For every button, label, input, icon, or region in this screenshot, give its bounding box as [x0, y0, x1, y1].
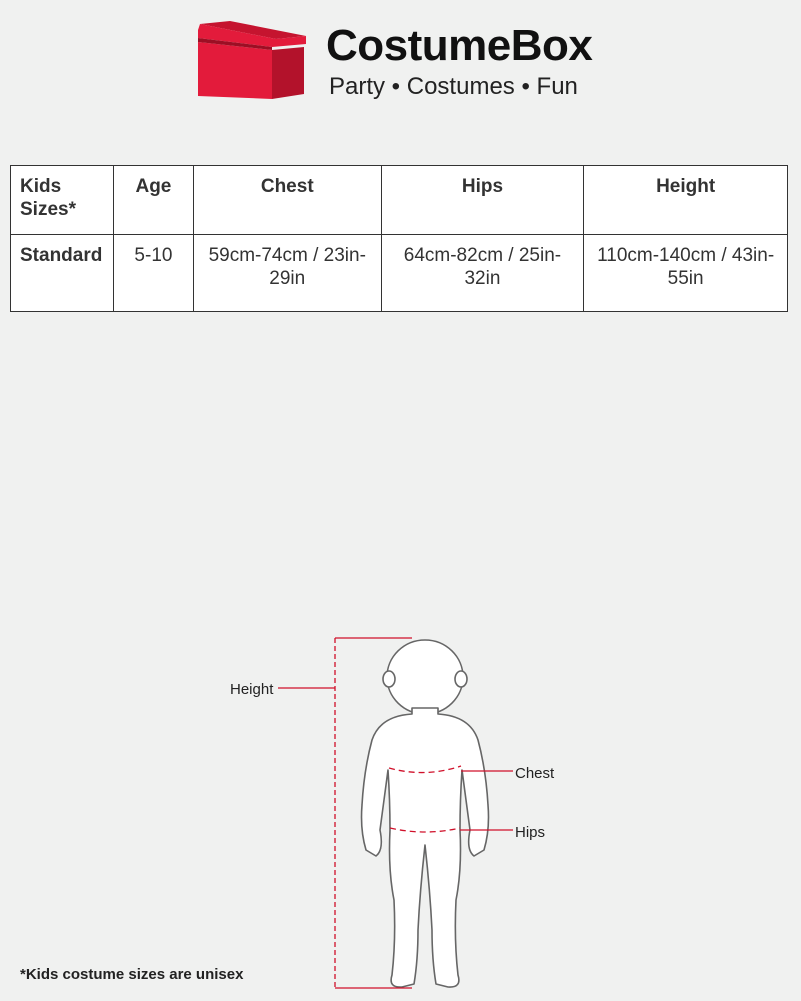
box-icon [196, 20, 308, 102]
header-height: Height [584, 166, 788, 235]
header-age: Age [113, 166, 193, 235]
cell-size-name: Standard [11, 235, 114, 312]
chest-label: Chest [515, 765, 555, 782]
table-row [11, 235, 788, 312]
hips-label: Hips [515, 824, 546, 841]
brand-name: CostumeBox [326, 21, 593, 70]
brand-tagline: Party • Costumes • Fun [329, 73, 578, 100]
cell-height: 110cm-140cm / 43in-55in [584, 235, 788, 312]
header-kids-sizes: Kids Sizes* [11, 166, 114, 235]
costumebox-logo [196, 20, 616, 102]
unisex-footnote: *Kids costume sizes are unisex [20, 966, 244, 983]
size-table [10, 165, 788, 312]
height-label: Height [230, 681, 274, 698]
header-hips: Hips [381, 166, 584, 235]
table-header-row [11, 166, 788, 235]
cell-chest: 59cm-74cm / 23in-29in [193, 235, 381, 312]
cell-age: 5-10 [113, 235, 193, 312]
child-figure-illustration [0, 600, 801, 1001]
cell-hips: 64cm-82cm / 25in-32in [381, 235, 584, 312]
header-chest: Chest [193, 166, 381, 235]
